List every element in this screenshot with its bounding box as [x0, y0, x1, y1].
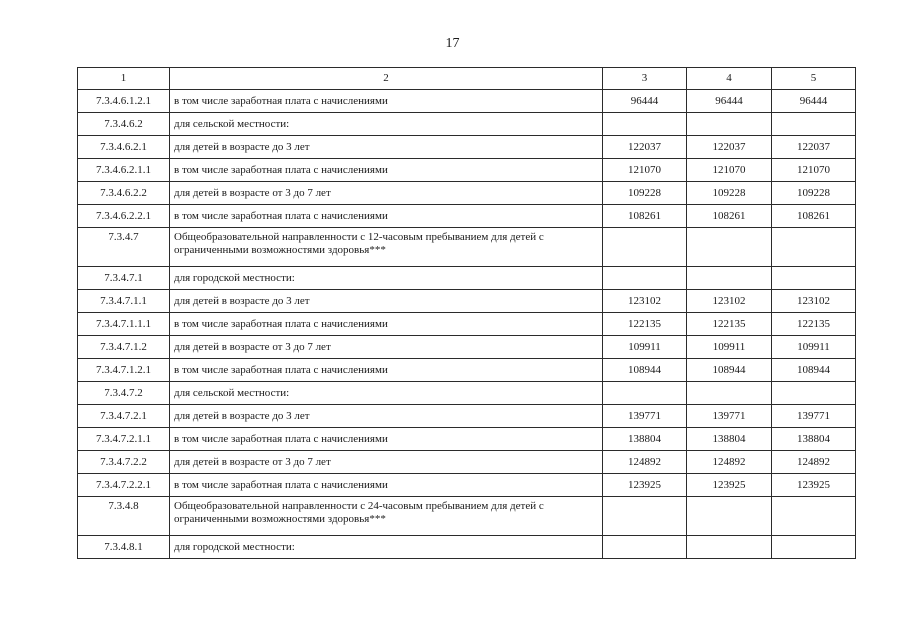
value-col-5: 122037 — [772, 136, 856, 159]
value-col-5: 121070 — [772, 159, 856, 182]
table-row — [78, 182, 856, 205]
row-description: для детей в возрасте от 3 до 7 лет — [170, 182, 603, 205]
value-col-4: 123102 — [687, 290, 772, 313]
row-code: 7.3.4.7.2 — [78, 382, 170, 405]
value-col-5: 108944 — [772, 359, 856, 382]
value-col-5 — [772, 382, 856, 405]
row-code: 7.3.4.6.1.2.1 — [78, 90, 170, 113]
column-header-3: 3 — [603, 68, 687, 90]
value-col-5 — [772, 267, 856, 290]
table-row — [78, 336, 856, 359]
table-row — [78, 536, 856, 559]
value-col-4: 109911 — [687, 336, 772, 359]
value-col-5 — [772, 536, 856, 559]
value-col-5: 138804 — [772, 428, 856, 451]
value-col-5: 123925 — [772, 474, 856, 497]
value-col-3 — [603, 536, 687, 559]
value-col-3: 122135 — [603, 313, 687, 336]
value-col-5: 124892 — [772, 451, 856, 474]
table-row — [78, 474, 856, 497]
column-header-2: 2 — [170, 68, 603, 90]
row-description: для детей в возрасте от 3 до 7 лет — [170, 451, 603, 474]
table-row — [78, 497, 856, 536]
value-col-4: 139771 — [687, 405, 772, 428]
value-col-4 — [687, 497, 772, 536]
value-col-5: 122135 — [772, 313, 856, 336]
row-description: для сельской местности: — [170, 382, 603, 405]
value-col-3 — [603, 113, 687, 136]
value-col-3: 109228 — [603, 182, 687, 205]
row-code: 7.3.4.7.1.1.1 — [78, 313, 170, 336]
value-col-3: 108261 — [603, 205, 687, 228]
table-row — [78, 136, 856, 159]
value-col-4: 109228 — [687, 182, 772, 205]
value-col-4: 124892 — [687, 451, 772, 474]
value-col-4 — [687, 267, 772, 290]
table-row — [78, 113, 856, 136]
row-description: для детей в возрасте до 3 лет — [170, 290, 603, 313]
row-description: для городской местности: — [170, 267, 603, 290]
row-description: в том числе заработная плата с начислениями — [170, 205, 603, 228]
value-col-5: 109228 — [772, 182, 856, 205]
value-col-4: 108261 — [687, 205, 772, 228]
row-description: для детей в возрасте от 3 до 7 лет — [170, 336, 603, 359]
value-col-3: 96444 — [603, 90, 687, 113]
value-col-4: 138804 — [687, 428, 772, 451]
value-col-3: 123102 — [603, 290, 687, 313]
value-col-3: 122037 — [603, 136, 687, 159]
value-col-5: 108261 — [772, 205, 856, 228]
row-code: 7.3.4.7.2.2.1 — [78, 474, 170, 497]
tariff-table — [77, 67, 856, 559]
row-code: 7.3.4.8 — [78, 497, 170, 536]
page-number: 17 — [445, 36, 460, 51]
value-col-4: 122135 — [687, 313, 772, 336]
table-row — [78, 267, 856, 290]
value-col-4 — [687, 382, 772, 405]
value-col-3: 139771 — [603, 405, 687, 428]
row-description: в том числе заработная плата с начислениями — [170, 90, 603, 113]
row-code: 7.3.4.6.2.1 — [78, 136, 170, 159]
column-header-4: 4 — [687, 68, 772, 90]
value-col-5: 96444 — [772, 90, 856, 113]
value-col-3: 108944 — [603, 359, 687, 382]
row-description: для детей в возрасте до 3 лет — [170, 136, 603, 159]
table-row — [78, 90, 856, 113]
table-row — [78, 405, 856, 428]
row-code: 7.3.4.7.1 — [78, 267, 170, 290]
row-description: для городской местности: — [170, 536, 603, 559]
row-code: 7.3.4.7.1.2 — [78, 336, 170, 359]
row-code: 7.3.4.6.2.2 — [78, 182, 170, 205]
row-description: в том числе заработная плата с начислениями — [170, 474, 603, 497]
row-code: 7.3.4.7.1.1 — [78, 290, 170, 313]
value-col-4: 122037 — [687, 136, 772, 159]
value-col-3: 121070 — [603, 159, 687, 182]
value-col-3 — [603, 497, 687, 536]
value-col-5: 109911 — [772, 336, 856, 359]
row-description: в том числе заработная плата с начислениями — [170, 159, 603, 182]
row-code: 7.3.4.7 — [78, 228, 170, 267]
row-code: 7.3.4.7.2.1 — [78, 405, 170, 428]
value-col-4: 121070 — [687, 159, 772, 182]
header-row — [78, 68, 856, 90]
row-code: 7.3.4.6.2.2.1 — [78, 205, 170, 228]
value-col-3: 124892 — [603, 451, 687, 474]
value-col-5 — [772, 497, 856, 536]
table-row — [78, 290, 856, 313]
row-description: в том числе заработная плата с начислениями — [170, 428, 603, 451]
row-description: для детей в возрасте до 3 лет — [170, 405, 603, 428]
table-row — [78, 228, 856, 267]
row-description: в том числе заработная плата с начислениями — [170, 359, 603, 382]
table-row — [78, 159, 856, 182]
row-code: 7.3.4.6.2.1.1 — [78, 159, 170, 182]
row-description: Общеобразовательной направленности с 12-часовым пребыванием для детей с ограниченными возможностями здоровья*** — [170, 228, 603, 267]
table-row — [78, 359, 856, 382]
value-col-4: 123925 — [687, 474, 772, 497]
row-code: 7.3.4.7.1.2.1 — [78, 359, 170, 382]
value-col-4 — [687, 228, 772, 267]
value-col-3: 138804 — [603, 428, 687, 451]
row-description: Общеобразовательной направленности с 24-часовым пребыванием для детей с ограниченными возможностями здоровья*** — [170, 497, 603, 536]
row-description: в том числе заработная плата с начислениями — [170, 313, 603, 336]
value-col-3 — [603, 267, 687, 290]
value-col-3: 123925 — [603, 474, 687, 497]
value-col-5 — [772, 113, 856, 136]
row-code: 7.3.4.7.2.2 — [78, 451, 170, 474]
column-header-5: 5 — [772, 68, 856, 90]
row-code: 7.3.4.7.2.1.1 — [78, 428, 170, 451]
value-col-3: 109911 — [603, 336, 687, 359]
value-col-3 — [603, 382, 687, 405]
table-row — [78, 451, 856, 474]
value-col-3 — [603, 228, 687, 267]
value-col-4: 108944 — [687, 359, 772, 382]
table-row — [78, 205, 856, 228]
column-header-1: 1 — [78, 68, 170, 90]
value-col-5: 139771 — [772, 405, 856, 428]
row-code: 7.3.4.8.1 — [78, 536, 170, 559]
value-col-4 — [687, 536, 772, 559]
table-row — [78, 382, 856, 405]
row-code: 7.3.4.6.2 — [78, 113, 170, 136]
value-col-4 — [687, 113, 772, 136]
value-col-5 — [772, 228, 856, 267]
table-row — [78, 428, 856, 451]
table-row — [78, 313, 856, 336]
table-body — [78, 90, 856, 559]
value-col-4: 96444 — [687, 90, 772, 113]
row-description: для сельской местности: — [170, 113, 603, 136]
value-col-5: 123102 — [772, 290, 856, 313]
